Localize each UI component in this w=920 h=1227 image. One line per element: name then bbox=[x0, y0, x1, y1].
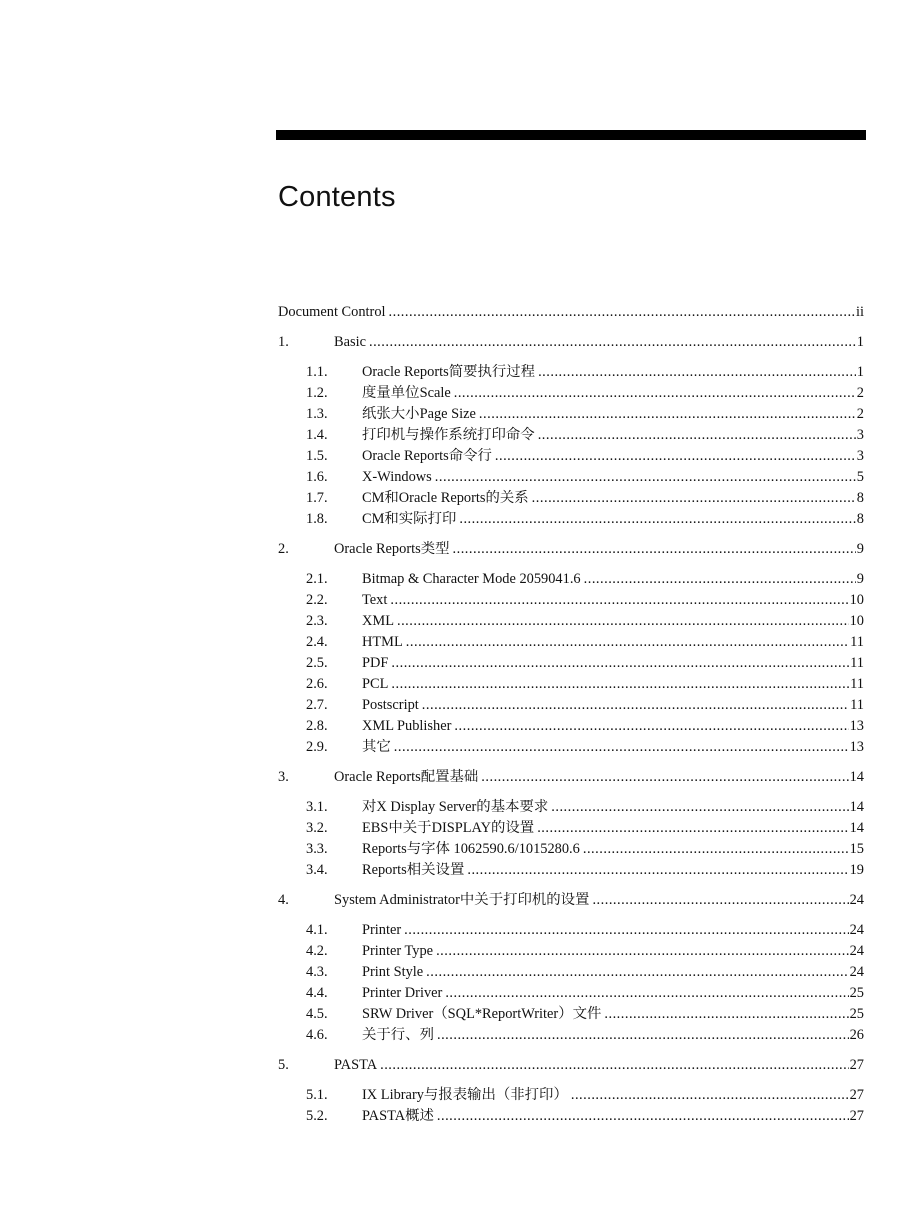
toc-entry-number: 2.5. bbox=[306, 655, 328, 671]
toc-entry-title: Text bbox=[362, 592, 388, 608]
toc-entry-page: 10 bbox=[849, 613, 864, 629]
toc-entry-title: Oracle Reports类型 bbox=[334, 541, 450, 557]
toc-entry[interactable] bbox=[278, 467, 864, 488]
dot-leader bbox=[404, 920, 848, 941]
dot-leader bbox=[467, 860, 848, 881]
toc-entry-page: 25 bbox=[849, 985, 864, 1001]
toc-entry[interactable] bbox=[278, 1085, 864, 1106]
toc-entry-number: 1.8. bbox=[306, 511, 328, 527]
toc-entry-number: 1.1. bbox=[306, 364, 328, 380]
toc-entry-title: PASTA bbox=[334, 1057, 378, 1073]
toc-entry[interactable] bbox=[278, 1004, 864, 1025]
toc-entry-page: 2 bbox=[856, 385, 864, 401]
dot-leader bbox=[537, 818, 848, 839]
dot-leader bbox=[437, 1106, 849, 1127]
dot-leader bbox=[604, 1004, 848, 1025]
toc-entry-title: CM和Oracle Reports的关系 bbox=[362, 490, 529, 506]
toc-entry[interactable] bbox=[278, 539, 864, 560]
dot-leader bbox=[390, 590, 848, 611]
dot-leader bbox=[445, 983, 848, 1004]
toc-entry-title: Print Style bbox=[362, 964, 424, 980]
toc-entry-number: 2.2. bbox=[306, 592, 328, 608]
toc-entry-page: 3 bbox=[856, 427, 864, 443]
dot-leader bbox=[453, 539, 856, 560]
toc-entry-page: 15 bbox=[849, 841, 864, 857]
dot-leader bbox=[454, 383, 856, 404]
toc-entry-number: 3.3. bbox=[306, 841, 328, 857]
toc-entry-title: Postscript bbox=[362, 697, 419, 713]
toc-entry-page: 10 bbox=[849, 592, 864, 608]
table-of-contents bbox=[278, 302, 864, 1127]
toc-entry-title: SRW Driver（SQL*ReportWriter）文件 bbox=[362, 1006, 602, 1022]
toc-entry-number: 4. bbox=[278, 892, 289, 908]
toc-entry[interactable] bbox=[278, 695, 864, 716]
toc-entry-page: 9 bbox=[856, 571, 864, 587]
toc-entry[interactable] bbox=[278, 632, 864, 653]
toc-entry-title: 打印机与操作系统打印命令 bbox=[362, 427, 535, 443]
toc-entry-title: Oracle Reports配置基础 bbox=[334, 769, 479, 785]
toc-entry[interactable] bbox=[278, 509, 864, 530]
toc-entry-page: 27 bbox=[849, 1057, 864, 1073]
dot-leader bbox=[538, 362, 856, 383]
toc-entry-page: 14 bbox=[849, 820, 864, 836]
toc-entry-title: XML bbox=[362, 613, 394, 629]
dot-leader bbox=[583, 839, 849, 860]
toc-entry-page: 9 bbox=[856, 541, 864, 557]
dot-leader bbox=[394, 737, 849, 758]
toc-entry-number: 4.3. bbox=[306, 964, 328, 980]
toc-entry-number: 4.1. bbox=[306, 922, 328, 938]
toc-entry-title: 关于行、列 bbox=[362, 1027, 434, 1043]
toc-entry-page: 11 bbox=[850, 634, 864, 650]
dot-leader bbox=[481, 767, 848, 788]
toc-entry-title: Basic bbox=[334, 334, 366, 350]
toc-entry-title: 度量单位Scale bbox=[362, 385, 451, 401]
toc-entry[interactable] bbox=[278, 383, 864, 404]
toc-entry-page: ii bbox=[856, 304, 864, 320]
toc-entry-number: 5.2. bbox=[306, 1108, 328, 1124]
toc-entry[interactable] bbox=[278, 590, 864, 611]
dot-leader bbox=[532, 488, 856, 509]
toc-entry-page: 8 bbox=[856, 511, 864, 527]
toc-entry-page: 27 bbox=[849, 1108, 864, 1124]
toc-entry-number: 1.7. bbox=[306, 490, 328, 506]
toc-entry[interactable] bbox=[278, 818, 864, 839]
dot-leader bbox=[391, 653, 849, 674]
dot-leader bbox=[397, 611, 849, 632]
toc-entry-page: 3 bbox=[856, 448, 864, 464]
dot-leader bbox=[369, 332, 856, 353]
toc-entry-page: 5 bbox=[856, 469, 864, 485]
toc-entry-number: 2.7. bbox=[306, 697, 328, 713]
dot-leader bbox=[391, 674, 849, 695]
toc-entry-page: 27 bbox=[849, 1087, 864, 1103]
toc-entry-title: IX Library与报表输出（非打印） bbox=[362, 1087, 568, 1103]
toc-entry-number: 3.1. bbox=[306, 799, 328, 815]
dot-leader bbox=[495, 446, 856, 467]
toc-entry[interactable] bbox=[278, 1055, 864, 1076]
toc-entry-page: 11 bbox=[850, 676, 864, 692]
toc-entry-page: 24 bbox=[849, 964, 864, 980]
toc-entry[interactable] bbox=[278, 983, 864, 1004]
toc-entry-title: HTML bbox=[362, 634, 403, 650]
toc-entry[interactable] bbox=[278, 839, 864, 860]
dot-leader bbox=[592, 890, 848, 911]
dot-leader bbox=[479, 404, 856, 425]
toc-entry-title: 纸张大小Page Size bbox=[362, 406, 476, 422]
dot-leader bbox=[406, 632, 849, 653]
toc-entry-title: CM和实际打印 bbox=[362, 511, 457, 527]
toc-entry[interactable] bbox=[278, 404, 864, 425]
toc-entry[interactable] bbox=[278, 941, 864, 962]
dot-leader bbox=[380, 1055, 849, 1076]
toc-entry-title: Bitmap & Character Mode 2059041.6 bbox=[362, 571, 581, 587]
toc-entry[interactable] bbox=[278, 1025, 864, 1046]
toc-entry-number: 3.4. bbox=[306, 862, 328, 878]
toc-entry[interactable] bbox=[278, 653, 864, 674]
toc-entry-title: PASTA概述 bbox=[362, 1108, 434, 1124]
toc-entry-title: XML Publisher bbox=[362, 718, 452, 734]
page-title: Contents bbox=[278, 181, 396, 213]
dot-leader bbox=[584, 569, 856, 590]
toc-entry-page: 1 bbox=[856, 364, 864, 380]
toc-entry[interactable] bbox=[278, 611, 864, 632]
toc-entry-number: 2.1. bbox=[306, 571, 328, 587]
toc-entry-number: 3.2. bbox=[306, 820, 328, 836]
toc-entry[interactable] bbox=[278, 797, 864, 818]
toc-entry-number: 5. bbox=[278, 1057, 289, 1073]
toc-entry-page: 2 bbox=[856, 406, 864, 422]
toc-entry-page: 8 bbox=[856, 490, 864, 506]
toc-entry-title: Oracle Reports命令行 bbox=[362, 448, 492, 464]
toc-entry-number: 5.1. bbox=[306, 1087, 328, 1103]
header-rule bbox=[276, 130, 866, 140]
toc-entry-title: X-Windows bbox=[362, 469, 432, 485]
toc-entry-number: 4.2. bbox=[306, 943, 328, 959]
dot-leader bbox=[437, 1025, 849, 1046]
toc-entry[interactable] bbox=[278, 446, 864, 467]
toc-entry-number: 1.3. bbox=[306, 406, 328, 422]
dot-leader bbox=[454, 716, 848, 737]
toc-entry-number: 1.5. bbox=[306, 448, 328, 464]
toc-entry-number: 2.6. bbox=[306, 676, 328, 692]
toc-entry[interactable] bbox=[278, 1106, 864, 1127]
toc-entry-number: 1.4. bbox=[306, 427, 328, 443]
toc-entry[interactable] bbox=[278, 488, 864, 509]
toc-entry-page: 24 bbox=[849, 892, 864, 908]
toc-entry[interactable] bbox=[278, 425, 864, 446]
toc-entry-number: 4.6. bbox=[306, 1027, 328, 1043]
toc-entry-page: 24 bbox=[849, 943, 864, 959]
toc-entry-page: 1 bbox=[856, 334, 864, 350]
dot-leader bbox=[436, 941, 849, 962]
toc-entry[interactable] bbox=[278, 737, 864, 758]
toc-entry[interactable] bbox=[278, 569, 864, 590]
toc-entry[interactable] bbox=[278, 674, 864, 695]
toc-entry-page: 24 bbox=[849, 922, 864, 938]
toc-entry-number: 2.9. bbox=[306, 739, 328, 755]
toc-entry-number: 1.6. bbox=[306, 469, 328, 485]
toc-entry-title: EBS中关于DISPLAY的设置 bbox=[362, 820, 535, 836]
toc-entry-page: 19 bbox=[849, 862, 864, 878]
toc-entry-page: 14 bbox=[849, 769, 864, 785]
toc-entry-title: Oracle Reports简要执行过程 bbox=[362, 364, 536, 380]
dot-leader bbox=[422, 695, 849, 716]
toc-entry[interactable] bbox=[278, 362, 864, 383]
dot-leader bbox=[426, 962, 848, 983]
toc-entry-page: 13 bbox=[849, 739, 864, 755]
toc-entry[interactable] bbox=[278, 332, 864, 353]
toc-entry-page: 11 bbox=[850, 697, 864, 713]
toc-entry-page: 13 bbox=[849, 718, 864, 734]
toc-entry-title: PCL bbox=[362, 676, 389, 692]
toc-entry[interactable] bbox=[278, 767, 864, 788]
toc-entry-number: 2.4. bbox=[306, 634, 328, 650]
toc-entry-title: Reports相关设置 bbox=[362, 862, 465, 878]
toc-entry-number: 2.3. bbox=[306, 613, 328, 629]
dot-leader bbox=[551, 797, 848, 818]
toc-entry-number: 1. bbox=[278, 334, 289, 350]
dot-leader bbox=[571, 1085, 849, 1106]
dot-leader bbox=[538, 425, 856, 446]
toc-entry-page: 25 bbox=[849, 1006, 864, 1022]
toc-entry[interactable] bbox=[278, 302, 864, 323]
dot-leader bbox=[389, 302, 855, 323]
toc-entry-number: 1.2. bbox=[306, 385, 328, 401]
toc-entry[interactable] bbox=[278, 962, 864, 983]
toc-entry-title: Document Control bbox=[278, 304, 386, 320]
toc-entry-title: Printer Driver bbox=[362, 985, 443, 1001]
toc-entry[interactable] bbox=[278, 890, 864, 911]
toc-entry-number: 2. bbox=[278, 541, 289, 557]
toc-entry-title: PDF bbox=[362, 655, 389, 671]
toc-entry-number: 4.5. bbox=[306, 1006, 328, 1022]
dot-leader bbox=[459, 509, 855, 530]
toc-entry-number: 2.8. bbox=[306, 718, 328, 734]
toc-entry-title: Printer bbox=[362, 922, 402, 938]
toc-entry[interactable] bbox=[278, 920, 864, 941]
toc-entry[interactable] bbox=[278, 716, 864, 737]
toc-entry-number: 4.4. bbox=[306, 985, 328, 1001]
toc-entry-page: 11 bbox=[850, 655, 864, 671]
toc-entry-page: 26 bbox=[849, 1027, 864, 1043]
toc-entry-number: 3. bbox=[278, 769, 289, 785]
dot-leader bbox=[435, 467, 856, 488]
toc-entry-title: Reports与字体 1062590.6/1015280.6 bbox=[362, 841, 580, 857]
toc-entry-page: 14 bbox=[849, 799, 864, 815]
toc-entry-title: Printer Type bbox=[362, 943, 434, 959]
toc-entry-title: System Administrator中关于打印机的设置 bbox=[334, 892, 590, 908]
toc-entry[interactable] bbox=[278, 860, 864, 881]
toc-entry-title: 对X Display Server的基本要求 bbox=[362, 799, 549, 815]
toc-entry-title: 其它 bbox=[362, 739, 391, 755]
